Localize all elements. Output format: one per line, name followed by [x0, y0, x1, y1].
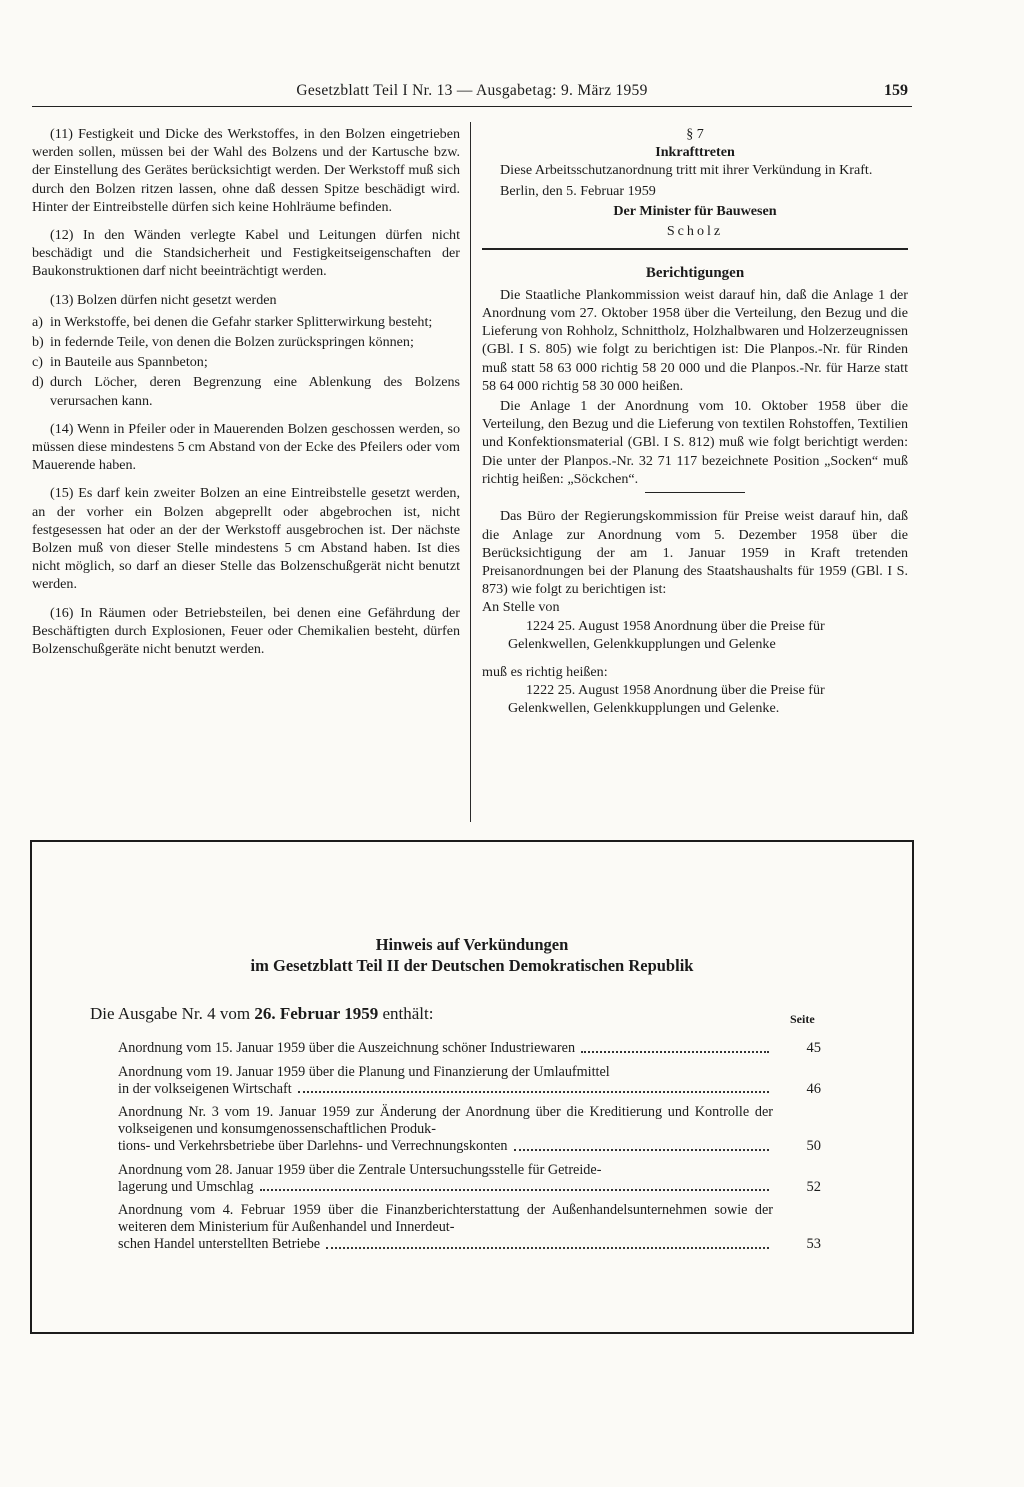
entry-text — [118, 1040, 773, 1057]
column-divider — [470, 122, 471, 822]
entry-text-head: Anordnung vom 19. Januar 1959 über die Planung und Finanzierung der Umlaufmittel — [118, 1063, 610, 1080]
dot-leader — [326, 1236, 769, 1249]
list-item — [118, 1104, 828, 1154]
corrections-title: Berichtigungen — [645, 264, 745, 281]
notice-title — [32, 934, 912, 976]
dot-leader — [260, 1179, 769, 1192]
entry-text-last: in der volkseigenen Wirtschaft — [118, 1080, 292, 1097]
list-item — [32, 313, 460, 331]
dot-leader — [581, 1040, 769, 1053]
list-item — [118, 1162, 828, 1196]
section-number: § 7 — [686, 126, 704, 142]
entry-text — [118, 1104, 773, 1154]
entry-text-last: tions- und Verkehrsbetriebe über Darlehns- und Verrechnungskonten — [118, 1137, 508, 1154]
entry-text — [118, 1202, 773, 1252]
list-item-text: in federnde Teile, von denen die Bolzen zurückspringen können; — [50, 334, 414, 351]
paragraph-12: (12) In den Wänden verlegte Kabel und Leitungen dürfen nicht beschädigt und die Standsicherheit und Festigkeitseigenschaften der Baukonstruktionen darf nicht beeinträchtigt werden. — [32, 227, 460, 280]
correction-2: Die Anlage 1 der Anordnung vom 10. Oktober 1958 über die Verteilung, den Bezug und die Lieferung von textilen Rohstoffen, Textilien und Konfektionsmaterial (GBl. I S. 812) muß wie folgt berichtigt werden: Die unter der Planpos.-Nr. 32 71 117 bezeichnete Position „Socken“ muß richtig heißen: „Söckchen“. — [482, 398, 908, 487]
entry-page: 52 — [806, 1178, 821, 1195]
must-read-label: muß es richtig heißen: — [482, 664, 608, 681]
section-divider — [482, 248, 908, 249]
old-entry: 1224 25. August 1958 Anordnung über die Preise für Gelenkwellen, Gelenkkupplungen und Gelenke — [508, 617, 825, 652]
entry-page: 53 — [806, 1235, 821, 1252]
section-text: Diese Arbeitsschutzanordnung tritt mit ihrer Verkündung in Kraft. — [500, 162, 873, 179]
list-item-label: d) — [32, 374, 44, 391]
issue-date: 26. Februar 1959 — [254, 1004, 379, 1023]
list-item — [32, 333, 460, 351]
issue-prefix: Die Ausgabe Nr. 4 vom — [90, 1004, 251, 1023]
corrections-divider — [645, 492, 745, 493]
left-column — [32, 125, 460, 668]
correction-3: Das Büro der Regierungskommission für Preise weist darauf hin, daß die Anlage zur Anordnung vom 5. Dezember 1958 über die Berücksichtigung der am 1. Januar 1959 in Kraft tretenden Preisanordnungen bei der Planung des Staatshaushalts für 1959 (GBl. I S. 873) wie folgt zu berichtigen ist: — [482, 508, 908, 598]
signer-name: Scholz — [666, 223, 724, 240]
entry-text-head: Anordnung Nr. 3 vom 19. Januar 1959 zur Änderung der Anordnung über die Kreditierung und Kontrolle der volkseigenen und konsumgenossenschaftlichen Produk- — [118, 1104, 773, 1138]
entry-page: 45 — [806, 1040, 821, 1056]
list-item-text: in Bauteile aus Spannbeton; — [50, 354, 208, 371]
paragraph-16: (16) In Räumen oder Betriebsteilen, bei denen eine Gefährdung der Beschäftigten durch Explosionen, Feuer oder Chemikalien besteht, dürfen Bolzenschußgeräte nicht benutzt werden. — [32, 604, 460, 658]
list-item — [118, 1064, 828, 1098]
list-item — [32, 353, 460, 371]
entry-text-head: Anordnung vom 4. Februar 1959 über die Finanzberichterstattung der Außenhandelsunternehmen sowie der weiteren dem Ministerium für Außenhandel und Innerdeut- — [118, 1202, 773, 1236]
contents-list — [118, 1040, 828, 1260]
entry-text-last: schen Handel unterstellten Betriebe — [118, 1235, 321, 1252]
list-item-text: durch Löcher, deren Begrenzung eine Ablenkung des Bolzens verursachen kann. — [50, 374, 460, 409]
paragraph-15: (15) Es darf kein zweiter Bolzen an eine Eintreibstelle gesetzt werden, an der vorher ein Bolzen abgeprellt oder abgebrochen ist, nicht festgesessen hat oder an der der Werkstoff ausgebrochen ist. Der nächste Bolzen muß von dieser Stelle mindestens 5 cm Abstand haben. Ist dies nicht möglich, so darf an dieser Stelle das Bolzenschußgerät nicht benutzt werden. — [32, 485, 460, 593]
entry-text-head: Anordnung vom 28. Januar 1959 über die Zentrale Untersuchungsstelle für Getreide- — [118, 1161, 602, 1178]
running-title: Gesetzblatt Teil I Nr. 13 — Ausgabetag: 9. März 1959 — [296, 82, 648, 99]
list-item — [118, 1040, 828, 1057]
paragraph-13-intro: (13) Bolzen dürfen nicht gesetzt werden — [50, 291, 277, 308]
entry-text-last: Anordnung vom 15. Januar 1959 über die Auszeichnung schöner Industriewaren — [118, 1040, 576, 1056]
list-item-label: a) — [32, 313, 43, 330]
paragraph-14: (14) Wenn in Pfeiler oder in Mauerenden Bolzen geschossen werden, so müssen diese mindestens 5 cm Abstand von der Ecke des Pfeilers oder vom Mauerende haben. — [32, 420, 460, 474]
dot-leader — [514, 1138, 769, 1151]
new-entry: 1222 25. August 1958 Anordnung über die Preise für Gelenkwellen, Gelenkkupplungen und Gelenke. — [508, 682, 825, 717]
list-item — [32, 373, 460, 409]
list-item-text: in Werkstoffe, bei denen die Gefahr starker Splitterwirkung besteht; — [50, 313, 433, 330]
signer-title: Der Minister für Bauwesen — [613, 202, 777, 219]
instead-of-label: An Stelle von — [482, 599, 560, 616]
issue-line — [90, 1004, 433, 1024]
paragraph-13-list — [32, 313, 460, 410]
entry-page: 46 — [806, 1080, 821, 1097]
list-item-label: c) — [32, 354, 43, 371]
notice-title-line-2: im Gesetzblatt Teil II der Deutschen Demokratischen Republik — [250, 956, 694, 975]
correction-1: Die Staatliche Plankommission weist darauf hin, daß die Anlage 1 der Anordnung vom 27. Oktober 1958 über die Verteilung, den Bezug und die Lieferung von Rohholz, Schnittholz, Holzhalbwaren und Holzerzeugnissen (GBl. I S. 805) wie folgt zu berichtigen ist: Die Planpos.-Nr. für Rinden muß statt 58 63 000 richtig 58 20 000 und die Planpos.-Nr. für Harze statt 58 64 000 richtig 58 30 000 heißen. — [482, 286, 908, 394]
notice-title-line-1: Hinweis auf Verkündungen — [375, 935, 569, 954]
entry-text — [118, 1064, 773, 1098]
dot-leader — [298, 1081, 769, 1094]
list-item-label: b) — [32, 334, 44, 351]
right-column — [482, 125, 908, 728]
issue-suffix: enthält: — [382, 1004, 434, 1023]
entry-text — [118, 1162, 773, 1196]
notice-box — [30, 840, 914, 1334]
running-header — [32, 82, 912, 107]
page-column-label: Seite — [790, 1012, 815, 1026]
list-item — [118, 1202, 828, 1252]
page-number: 159 — [884, 82, 908, 99]
entry-text-last: lagerung und Umschlag — [118, 1178, 254, 1195]
entry-page: 50 — [806, 1137, 821, 1154]
paragraph-11: (11) Festigkeit und Dicke des Werkstoffes, in den Bolzen eingetrieben werden sollen, müssen bei der Wahl des Bolzens und der Kartusche bzw. der Einstellung des Gerätes berücksichtigt werden. Der Werkstoff muß sich durch den Bolzen ritzen lassen, ohne daß dessen Spitze beschädigt wird. Hinter der Eintreibstelle dürfen sich keine Hohlräume befinden. — [32, 126, 460, 215]
date-line: Berlin, den 5. Februar 1959 — [500, 182, 656, 199]
section-title: Inkrafttreten — [655, 144, 735, 161]
